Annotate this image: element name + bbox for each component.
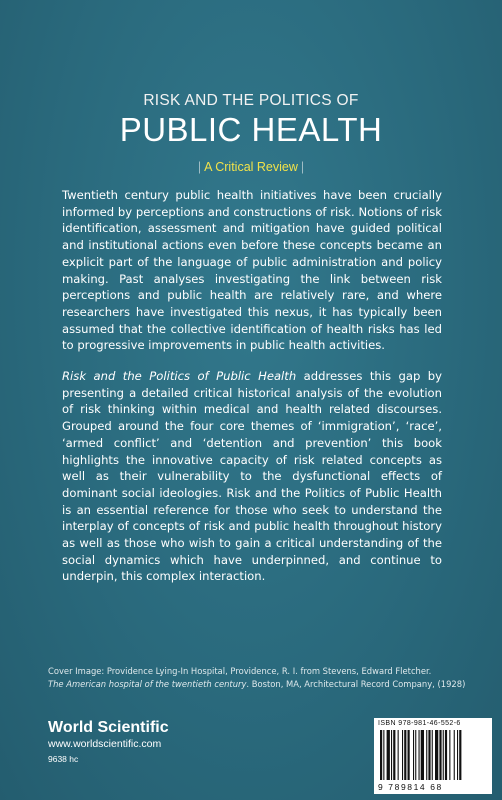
credit-source-details: . Boston, MA, Architectural Record Company, (1928) — [246, 679, 466, 689]
subtitle-bar-left: | — [197, 160, 202, 174]
subtitle-bar-right: | — [300, 160, 305, 174]
credit-line-2 — [48, 678, 468, 691]
cover-image-credit — [48, 665, 468, 691]
isbn-label: ISBN 978-981-46-552-6 — [378, 720, 461, 727]
description-paragraph-2 — [62, 368, 442, 585]
publisher-url: www.worldscientific.com — [48, 738, 162, 750]
book-title: PUBLIC HEALTH — [119, 111, 383, 148]
publisher-name: World Scientific — [48, 719, 169, 736]
barcode-digits: 9 789814 68 — [378, 782, 443, 792]
description-paragraph-1: Twentieth century public health initiatives have been crucially informed by perceptions and constructions of risk. Notions of risk identification, assessment and mitigation have guided political and institutional actions even before these concepts became an explicit part of the language of public administration and policy making. Past analyses investigating the link between risk perceptions and public health are relatively rare, and where researchers have investigated this nexus, it has typically been assumed that the collective identification of health risks has led to progressive improvements in public health activities. — [62, 188, 442, 353]
book-description — [62, 187, 442, 599]
isbn-barcode — [374, 718, 492, 794]
subtitle-text: A Critical Review — [204, 160, 298, 174]
cover-header — [0, 92, 502, 174]
publisher-block — [48, 718, 169, 765]
book-subtitle — [0, 160, 502, 174]
publisher-code: 9638 hc — [48, 754, 79, 764]
barcode-bars-icon — [378, 730, 488, 780]
title-line-1: RISK AND THE POLITICS OF — [143, 92, 359, 109]
book-title-italic: Risk and the Politics of Public Health — [62, 369, 297, 384]
credit-line-1: Cover Image: Providence Lying-In Hospital, Providence, R. I. from Stevens, Edward Fletcher. — [48, 666, 432, 676]
description-paragraph-2-text: addresses this gap by presenting a detailed critical historical analysis of the evolution of risk thinking within medical and health related discourses. Grouped around the four core themes of ‘immigration’, ‘race’, ‘armed conflict’ and ‘detention and prevention’ this book highlights the innovative capacity of risk related concepts as well as their vulnerability to the dysfunctional effects of dominant social ideologies. Risk and the Politics of Public Health is an essential reference for those who seek to understand the interplay of concepts of risk and public health throughout history as well as those who wish to gain a critical understanding of the social dynamics which have underpinned, and continue to underpin, this complex interaction. — [62, 369, 442, 584]
credit-source-title: The American hospital of the twentieth century — [48, 679, 247, 689]
